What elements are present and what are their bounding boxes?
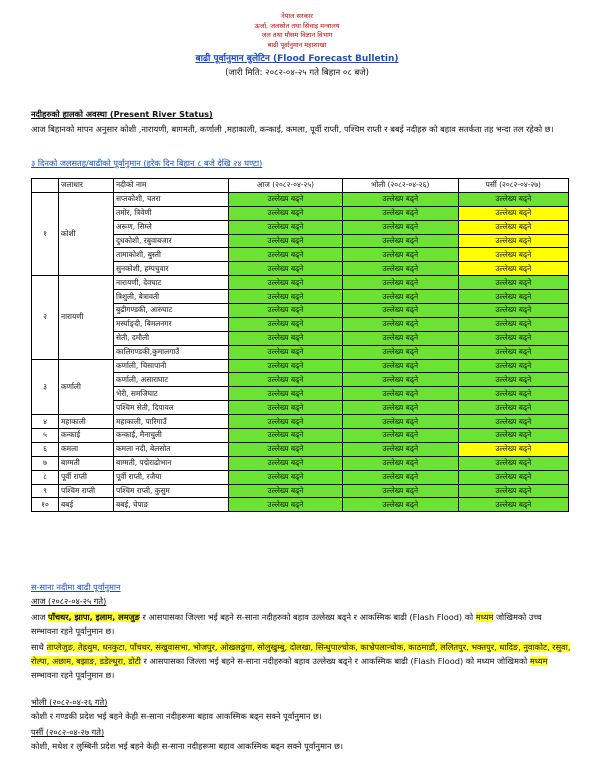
forecast-status-cell: उल्लेख्य बढ्ने xyxy=(229,276,343,290)
basin-name: नारायणी xyxy=(59,276,114,359)
forecast-status-cell: उल्लेख्य बढ्ने xyxy=(229,387,343,401)
forecast-status-cell: उल्लेख्य बढ्ने xyxy=(458,276,568,290)
forecast-status-cell: उल्लेख्य बढ्ने xyxy=(229,248,343,262)
forecast-status-cell: उल्लेख्य बढ्ने xyxy=(229,484,343,498)
present-status-text: आज बिहानको मापन अनुसार कोशी ,नारायणी, बागमती, कर्णाली ,महाकाली, कन्काई, कमला, पूर्वी राप्ती, पश्चिम राप्ती र बबई नदीहरु को बहाव सतर्कता तह भन्दा तल रहेको छ। xyxy=(31,124,554,134)
basin-name: बाग्मती xyxy=(59,456,114,470)
forecast-status-cell: उल्लेख्य बढ्ने xyxy=(342,470,458,484)
forecast-status-cell: उल्लेख्य बढ्ने xyxy=(229,317,343,331)
river-station: मर्स्याङ्दी, बिमलनगर xyxy=(114,317,229,331)
forecast-status-cell: उल्लेख्य बढ्ने xyxy=(342,192,458,206)
division-line: बाढी पूर्वानुमान महाशाखा xyxy=(267,40,327,49)
basin-number: १ xyxy=(32,192,59,275)
col-header-tomorrow: भोली (२०८२-०४-२६) xyxy=(342,179,458,193)
basin-number: १० xyxy=(32,498,59,512)
basin-name: कमला xyxy=(59,442,114,456)
basin-number: ८ xyxy=(32,470,59,484)
forecast-status-cell: उल्लेख्य बढ्ने xyxy=(458,304,568,318)
forecast-status-cell: उल्लेख्य बढ्ने xyxy=(458,373,568,387)
table-row xyxy=(32,276,569,290)
forecast-status-cell: उल्लेख्य बढ्ने xyxy=(229,206,343,220)
forecast-status-cell: उल्लेख्य बढ्ने xyxy=(342,276,458,290)
forecast-status-cell: उल्लेख्य बढ्ने xyxy=(342,206,458,220)
ministry-line: ऊर्जा, जलस्रोत तथा सिंचाइ मन्त्रालय xyxy=(254,21,340,30)
highlighted-districts: पाँचथर, झापा, इलाम, लमजुङ xyxy=(48,612,140,622)
forecast-table-body xyxy=(32,192,569,511)
river-station: नारायणी, देवघाट xyxy=(114,276,229,290)
forecast-status-cell: उल्लेख्य बढ्ने xyxy=(342,484,458,498)
forecast-status-cell: उल्लेख्य बढ्ने xyxy=(458,290,568,304)
forecast-status-cell: उल्लेख्य बढ्ने xyxy=(229,192,343,206)
river-station: दुधकोशी, रबुवाबजार xyxy=(114,234,229,248)
basin-name: बबई xyxy=(59,498,114,512)
small-rivers-heading: स-साना नदीमा बाढी पूर्वानुमान xyxy=(31,582,121,592)
text-span: र आसपासका जिल्ला भई बहने स-साना नदीहरुको बहाव उल्लेख्य बढ्ने र आकस्मिक बाढी (Flash Flood) को xyxy=(139,612,476,622)
text-span: साथै xyxy=(31,642,47,652)
forecast-status-cell: उल्लेख्य बढ्ने xyxy=(229,262,343,276)
basin-number: ३ xyxy=(32,359,59,415)
forecast-status-cell: उल्लेख्य बढ्ने xyxy=(458,415,568,429)
table-row xyxy=(32,429,569,443)
issued-date: (जारी मिति: २०८२-०४-२५ गते बिहान ०८ बजे) xyxy=(225,68,369,78)
forecast-status-cell: उल्लेख्य बढ्ने xyxy=(229,456,343,470)
forecast-status-cell: उल्लेख्य बढ्ने xyxy=(458,359,568,373)
forecast-status-cell: उल्लेख्य बढ्ने xyxy=(458,317,568,331)
forecast-status-cell: उल्लेख्य बढ्ने xyxy=(458,387,568,401)
text-span: जोखिमको उच्च सम्भावना रहने पूर्वानुमान छ। xyxy=(31,612,542,636)
basin-number: ९ xyxy=(32,484,59,498)
today-label: आज (२०८२-०४-२५ गते) xyxy=(31,596,107,606)
col-header-num xyxy=(32,179,59,193)
dayafter-text: कोशी, मधेश र लुम्बिनी प्रदेश भई बहने केही स-साना नदीहरूमा बहाव आकस्मिक बढ्न सक्ने पूर्वानुमान छ। xyxy=(31,741,343,751)
forecast-status-cell: उल्लेख्य बढ्ने xyxy=(229,470,343,484)
department-line: जल तथा मौसम विज्ञान विभाग xyxy=(261,31,333,39)
forecast-heading: ३ दिनको जलसतह/बाढीको पूर्वानुमान (हरेक दिन बिहान ८ बजे देखि २४ घण्टा) xyxy=(31,158,263,168)
forecast-status-cell: उल्लेख्य बढ्ने xyxy=(342,304,458,318)
dayafter-label: पर्सी (२०८२-०४-२७ गते) xyxy=(31,727,105,737)
today-paragraph-2 xyxy=(31,640,571,682)
river-station: भेरी, समजिघाट xyxy=(114,387,229,401)
forecast-status-cell: उल्लेख्य बढ्ने xyxy=(458,262,568,276)
forecast-status-cell: उल्लेख्य बढ्ने xyxy=(229,442,343,456)
basin-number: ६ xyxy=(32,442,59,456)
forecast-status-cell: उल्लेख्य बढ्ने xyxy=(229,373,343,387)
col-header-dayafter: पर्सी (२०८२-०४-२७) xyxy=(458,179,568,193)
river-station: बुढीगण्डकी, आरुघाट xyxy=(114,304,229,318)
forecast-status-cell: उल्लेख्य बढ्ने xyxy=(458,442,568,456)
col-header-river: नदीको नाम xyxy=(114,179,229,193)
basin-name: कन्काई xyxy=(59,429,114,443)
forecast-status-cell: उल्लेख्य बढ्ने xyxy=(458,470,568,484)
basin-number: २ xyxy=(32,276,59,359)
forecast-status-cell: उल्लेख्य बढ्ने xyxy=(342,387,458,401)
basin-name: महाकाली xyxy=(59,415,114,429)
forecast-status-cell: उल्लेख्य बढ्ने xyxy=(342,262,458,276)
table-row xyxy=(32,192,569,206)
forecast-status-cell: उल्लेख्य बढ्ने xyxy=(229,498,343,512)
river-station: तमोर, त्रिवेणी xyxy=(114,206,229,220)
forecast-status-cell: उल्लेख्य बढ्ने xyxy=(229,401,343,415)
text-span: सम्भावना रहने पूर्वानुमान छ। xyxy=(31,670,115,680)
river-station: सुनकोशी, हम्पचुवार xyxy=(114,262,229,276)
gov-line: नेपाल सरकार xyxy=(281,12,313,20)
river-station: कन्काई, मैनाचुली xyxy=(114,429,229,443)
forecast-status-cell: उल्लेख्य बढ्ने xyxy=(342,317,458,331)
text-span: आज xyxy=(31,612,49,622)
basin-number: ७ xyxy=(32,456,59,470)
forecast-table xyxy=(31,178,569,512)
present-status-heading: नदीहरुको हालको अवस्था (Present River Status) xyxy=(31,109,213,119)
highlighted-districts: ताप्लेजुङ, तेह्रथुम, धनकुटा, पाँचथर, संखुवासभा, भोजपुर, ओखलढुंगा, सोलुखुम्बु, दोलखा, सिन्धुपाल्चोक, काभ्रेपलान्चोक, काठमाडौं, ललितपुर, भक्तपुर, धादिङ, नुवाकोट, रसुवा, रोल्पा, अछाम, बझाङ, डडेल्धुरा, डोटी xyxy=(31,642,571,666)
river-station: महाकाली, पारिगाउँ xyxy=(114,415,229,429)
forecast-status-cell: उल्लेख्य बढ्ने xyxy=(458,345,568,359)
basin-name: पूर्वी राप्ती xyxy=(59,470,114,484)
table-row xyxy=(32,359,569,373)
text-span: र आसपासका जिल्ला भई बहने स-साना नदीहरुको बहाव उल्लेख्य बढ्ने र आकस्मिक बाढी (Flash Flood) को मध्यम जोखिमको xyxy=(140,656,530,666)
forecast-status-cell: उल्लेख्य बढ्ने xyxy=(458,429,568,443)
river-station: बाग्मती, पद्मेराढोभान xyxy=(114,456,229,470)
col-header-basin: जलाधार xyxy=(59,179,114,193)
basin-name: कर्णाली xyxy=(59,359,114,415)
river-station: पश्चिम सेती, दिपायल xyxy=(114,401,229,415)
forecast-status-cell: उल्लेख्य बढ्ने xyxy=(229,429,343,443)
tomorrow-label: भोली (२०८२-०४-२६ गते) xyxy=(31,697,108,707)
forecast-status-cell: उल्लेख्य बढ्ने xyxy=(342,442,458,456)
basin-name: कोशी xyxy=(59,192,114,275)
table-row xyxy=(32,470,569,484)
col-header-today: आज (२०८२-०४-२५) xyxy=(229,179,343,193)
table-row xyxy=(32,456,569,470)
table-row xyxy=(32,498,569,512)
forecast-status-cell: उल्लेख्य बढ्ने xyxy=(342,456,458,470)
forecast-status-cell: उल्लेख्य बढ्ने xyxy=(229,359,343,373)
river-station: कालिगण्डकी,कुमालगाउँ xyxy=(114,345,229,359)
river-station: अरूण, सिम्ले xyxy=(114,220,229,234)
forecast-status-cell: उल्लेख्य बढ्ने xyxy=(458,401,568,415)
river-station: पश्चिम राप्ती, कुसुम xyxy=(114,484,229,498)
forecast-status-cell: उल्लेख्य बढ्ने xyxy=(342,401,458,415)
forecast-status-cell: उल्लेख्य बढ्ने xyxy=(229,290,343,304)
forecast-status-cell: उल्लेख्य बढ्ने xyxy=(458,206,568,220)
forecast-status-cell: उल्लेख्य बढ्ने xyxy=(229,345,343,359)
forecast-status-cell: उल्लेख्य बढ्ने xyxy=(458,220,568,234)
table-row xyxy=(32,415,569,429)
table-row xyxy=(32,484,569,498)
river-station: कमला नदी, बेलसोत xyxy=(114,442,229,456)
river-station: सेती, दमौली xyxy=(114,331,229,345)
basin-name: पश्चिम राप्ती xyxy=(59,484,114,498)
river-station: तामाकोशी, बुस्ती xyxy=(114,248,229,262)
agency-header xyxy=(0,12,594,50)
forecast-status-cell: उल्लेख्य बढ्ने xyxy=(458,234,568,248)
forecast-status-cell: उल्लेख्य बढ्ने xyxy=(342,331,458,345)
forecast-status-cell: उल्लेख्य बढ्ने xyxy=(229,220,343,234)
river-station: कर्णाली, असाराघाट xyxy=(114,373,229,387)
forecast-status-cell: उल्लेख्य बढ्ने xyxy=(342,234,458,248)
highlighted-risk: मध्यम xyxy=(529,656,548,666)
basin-number: ४ xyxy=(32,415,59,429)
forecast-status-cell: उल्लेख्य बढ्ने xyxy=(229,331,343,345)
river-station: बबई, चेपाङ xyxy=(114,498,229,512)
river-station: त्रिशुली, बेत्रावती xyxy=(114,290,229,304)
highlighted-risk: मध्यम xyxy=(475,612,494,622)
tomorrow-text: कोशी र गण्डकी प्रदेश भई बहने केही स-साना नदीहरूमा बहाव आकस्मिक बढ्न सक्ने पूर्वानुमान छ। xyxy=(31,711,322,721)
forecast-status-cell: उल्लेख्य बढ्ने xyxy=(342,415,458,429)
forecast-status-cell: उल्लेख्य बढ्ने xyxy=(342,498,458,512)
table-header-row xyxy=(32,179,569,193)
forecast-status-cell: उल्लेख्य बढ्ने xyxy=(342,220,458,234)
river-station: पूर्वी राप्ती, रजैया xyxy=(114,470,229,484)
forecast-status-cell: उल्लेख्य बढ्ने xyxy=(229,415,343,429)
today-paragraph-1 xyxy=(31,610,571,638)
forecast-status-cell: उल्लेख्य बढ्ने xyxy=(458,248,568,262)
forecast-status-cell: उल्लेख्य बढ्ने xyxy=(458,331,568,345)
forecast-status-cell: उल्लेख्य बढ्ने xyxy=(342,290,458,304)
forecast-status-cell: उल्लेख्य बढ्ने xyxy=(458,498,568,512)
basin-number: ५ xyxy=(32,429,59,443)
forecast-status-cell: उल्लेख्य बढ्ने xyxy=(342,248,458,262)
forecast-status-cell: उल्लेख्य बढ्ने xyxy=(229,234,343,248)
forecast-status-cell: उल्लेख्य बढ्ने xyxy=(342,429,458,443)
forecast-status-cell: उल्लेख्य बढ्ने xyxy=(458,192,568,206)
table-row xyxy=(32,442,569,456)
river-station: कर्णाली, चिसापानी xyxy=(114,359,229,373)
river-station: सप्तकोशी, चतरा xyxy=(114,192,229,206)
bulletin-title: बाढी पूर्वानुमान बुलेटिन (Flood Forecast Bulletin) xyxy=(195,54,399,64)
forecast-status-cell: उल्लेख्य बढ्ने xyxy=(342,373,458,387)
forecast-status-cell: उल्लेख्य बढ्ने xyxy=(342,345,458,359)
forecast-status-cell: उल्लेख्य बढ्ने xyxy=(458,484,568,498)
forecast-status-cell: उल्लेख्य बढ्ने xyxy=(458,456,568,470)
forecast-status-cell: उल्लेख्य बढ्ने xyxy=(229,304,343,318)
forecast-status-cell: उल्लेख्य बढ्ने xyxy=(342,359,458,373)
